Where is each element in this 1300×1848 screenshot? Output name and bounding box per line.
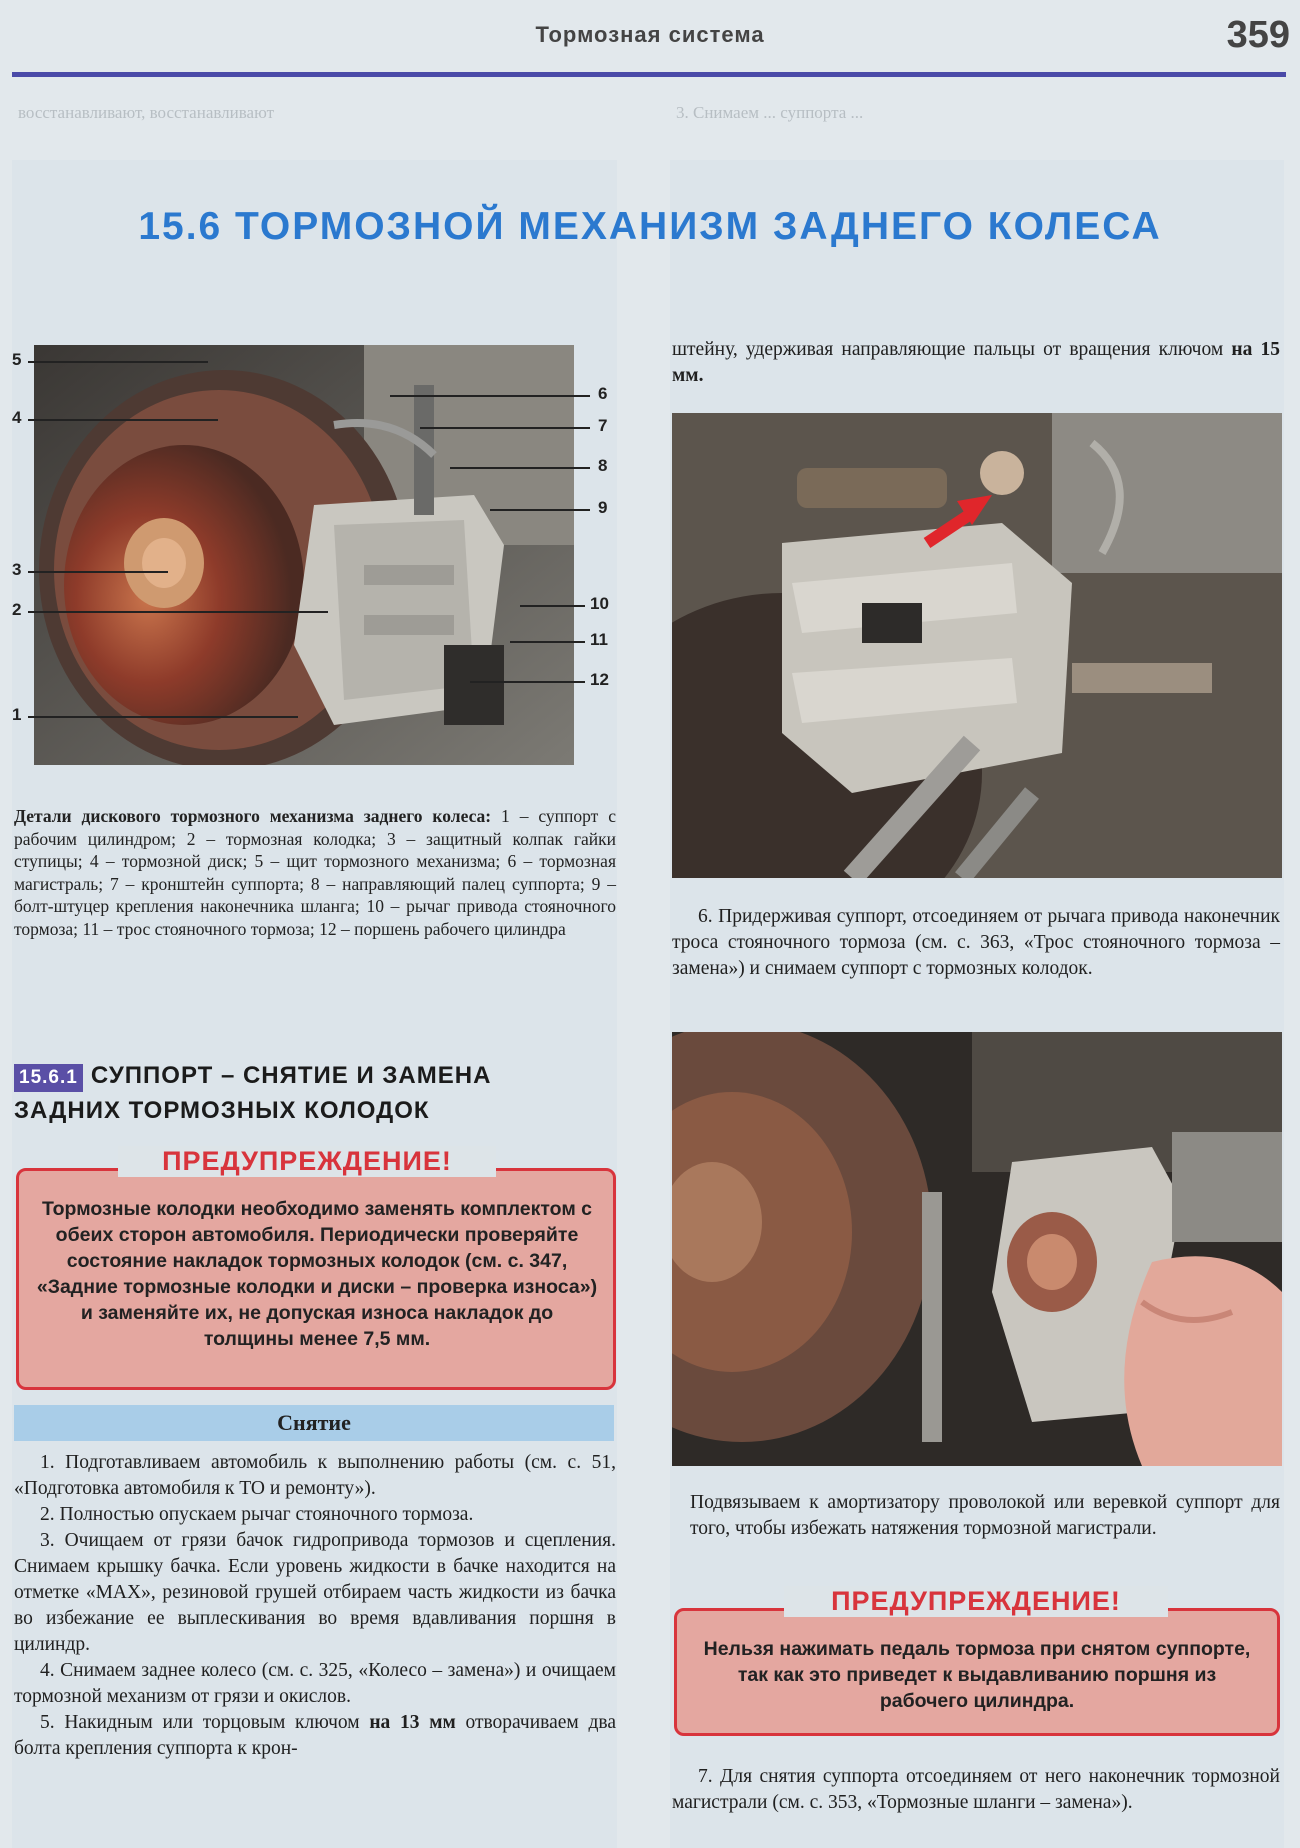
callout-9: 9 bbox=[598, 498, 608, 517]
warning-text-left: Тормозные колодки необходимо заменять комплектом с обеих сторон автомобиля. Периодически проверяйте состояние накладок тормозных колодок (см. с. 347, «Задние тормозные колодки и диски – проверка износа») и заменяйте их, не допуская износа накладок до толщины менее 7,5 мм. bbox=[36, 1198, 598, 1350]
step-3: 3. Очищаем от грязи бачок гидропривода тормозов и сцепления. Снимаем крышку бачка. Если уровень жидкости в бачке находится на отметке «MAX», резиновой грушей отбираем часть жидкости из бачка во избежание ее выплескивания во время вдавливания поршня в цилиндр. bbox=[14, 1530, 616, 1655]
callout-line-12 bbox=[470, 681, 585, 683]
figure-caption bbox=[14, 805, 616, 941]
warning-text-right: Нельзя нажимать педаль тормоза при снятом суппорте, так как это приведет к выдавливанию поршня из рабочего цилиндра. bbox=[703, 1638, 1251, 1712]
callout-line-1 bbox=[28, 716, 298, 718]
header-rule bbox=[12, 72, 1286, 77]
callout-line-10 bbox=[520, 605, 585, 607]
step-5-continuation bbox=[672, 337, 1280, 389]
continuation-bold: на 15 мм. bbox=[672, 339, 1280, 386]
subsection-title-line2: ЗАДНИХ ТОРМОЗНЫХ КОЛОДОК bbox=[14, 1097, 430, 1124]
continuation-text: штейну, удерживая направляющие пальцы от вращения ключом bbox=[672, 339, 1232, 360]
running-header: Тормозная система bbox=[535, 22, 765, 47]
step-5-bold: на 13 мм bbox=[369, 1712, 456, 1733]
callout-2: 2 bbox=[12, 600, 22, 619]
callout-3: 3 bbox=[12, 560, 22, 579]
callout-line-9 bbox=[490, 509, 590, 511]
callout-1: 1 bbox=[12, 705, 22, 724]
callout-12: 12 bbox=[590, 670, 609, 689]
warning-title-right: ПРЕДУПРЕЖДЕНИЕ! bbox=[784, 1586, 1168, 1617]
callout-line-5 bbox=[28, 361, 208, 363]
ghost-text-right: 3. Снимаем ... суппорта ... bbox=[676, 103, 864, 122]
callout-line-11 bbox=[510, 641, 585, 643]
callout-5: 5 bbox=[12, 350, 22, 369]
step-1: 1. Подготавливаем автомобиль к выполнению работы (см. с. 51, «Подготовка автомобиля к ТО и ремонту»). bbox=[14, 1452, 616, 1499]
removal-heading: Снятие bbox=[14, 1405, 614, 1441]
callout-8: 8 bbox=[598, 456, 608, 475]
callout-line-3 bbox=[28, 571, 168, 573]
callout-line-4 bbox=[28, 419, 218, 421]
step-2: 2. Полностью опускаем рычаг стояночного тормоза. bbox=[40, 1504, 474, 1525]
step-7: 7. Для снятия суппорта отсоединяем от него наконечник тормозной магистрали (см. с. 353, «Тормозные шланги – замена»). bbox=[672, 1766, 1280, 1813]
caption-body: 1 – суппорт с рабочим цилиндром; 2 – тормозная колодка; 3 – защитный колпак гайки ступицы; 4 – тормозной диск; 5 – щит тормозного механизма; 6 – тормозная магистраль; 7 – кронштейн суппорта; 8 – направляющий палец суппорта; 9 – болт-штуцер крепления наконечника шланга; 10 – рычаг привода стояночного тормоза; 11 – трос стояночного тормоза; 12 – поршень рабочего цилиндра bbox=[14, 806, 616, 939]
callout-10: 10 bbox=[590, 594, 609, 613]
photo-3-caption: Подвязываем к амортизатору проволокой или веревкой суппорт для того, чтобы избежать натяжения тормозной магистрали. bbox=[690, 1492, 1280, 1539]
rear-brake-photo bbox=[34, 345, 574, 765]
callout-line-7 bbox=[420, 427, 590, 429]
callout-line-6 bbox=[390, 395, 590, 397]
subsection-heading bbox=[14, 1058, 614, 1128]
removal-steps bbox=[14, 1450, 616, 1762]
caliper-wrench-photo bbox=[672, 413, 1282, 878]
step-5 bbox=[14, 1710, 616, 1762]
callout-line-8 bbox=[450, 467, 590, 469]
caption-lead: Детали дискового тормозного механизма заднего колеса: bbox=[14, 806, 492, 826]
step-5-start: 5. Накидным или торцовым ключом bbox=[40, 1712, 370, 1733]
step-4: 4. Снимаем заднее колесо (см. с. 325, «Колесо – замена») и очищаем тормозной механизм от грязи и окислов. bbox=[14, 1660, 616, 1707]
step-5-end: отворачиваем два болта крепления суппорта к крон- bbox=[14, 1712, 616, 1759]
callout-4: 4 bbox=[12, 408, 22, 427]
ghost-text-left: восстанавливают, восстанавливают bbox=[18, 103, 274, 122]
subsection-number-badge: 15.6.1 bbox=[14, 1064, 83, 1092]
callout-line-2 bbox=[28, 611, 328, 613]
callout-7: 7 bbox=[598, 416, 608, 435]
subsection-title-line1: СУППОРТ – СНЯТИЕ И ЗАМЕНА bbox=[90, 1062, 492, 1089]
callout-6: 6 bbox=[598, 384, 608, 403]
callout-11: 11 bbox=[590, 630, 608, 649]
page-number: 359 bbox=[1226, 14, 1290, 56]
caliper-removal-photo bbox=[672, 1032, 1282, 1466]
step-6: 6. Придерживая суппорт, отсоединяем от рычага привода наконечник троса стояночного тормоза (см. с. 363, «Трос стояночного тормоза – замена») и снимаем суппорт с тормозных колодок. bbox=[672, 906, 1280, 979]
warning-title-left: ПРЕДУПРЕЖДЕНИЕ! bbox=[118, 1146, 496, 1177]
section-title: 15.6 ТОРМОЗНОЙ МЕХАНИЗМ ЗАДНЕГО КОЛЕСА bbox=[138, 205, 1162, 248]
